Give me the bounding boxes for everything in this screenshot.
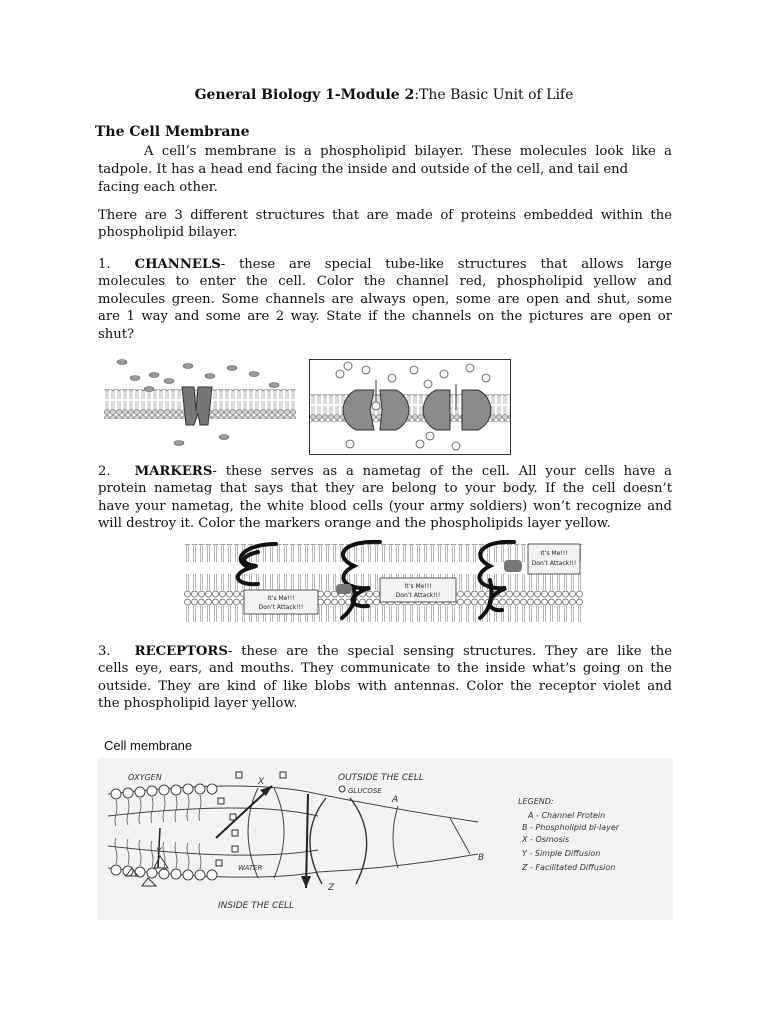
title-bold: General Biology 1-Module 2	[194, 87, 415, 103]
receptors-line-2: cells eye, ears, and mouths. They communicate to the inside what’s going on the	[98, 661, 672, 676]
markers-term: MARKERS	[134, 464, 213, 479]
channel-illustration-left	[104, 355, 296, 455]
legend-item-z: Z - Facilitated Diffusion	[522, 863, 616, 872]
markers-line-4: will destroy it. Color the markers orange and the phospholipids layer yellow.	[98, 516, 611, 531]
label-oxygen: OXYGEN	[128, 773, 162, 782]
legend-item-b: B - Phospholipid bi-layer	[522, 823, 620, 832]
item-number: 3.	[98, 644, 111, 659]
label-a: A	[392, 795, 399, 805]
intro-line-2: tadpole. It has a head end facing the inside and outside of the cell, and tail end	[98, 162, 629, 177]
markers-line-3: have your nametag, the white blood cells (your army soldiers) won’t recognize and	[98, 499, 672, 514]
marker-tag-2-line-1: It’s Me!!!	[404, 583, 432, 590]
label-outside: OUTSIDE THE CELL	[338, 773, 424, 783]
legend-item-a: A - Channel Protein	[528, 811, 606, 820]
markers-line-2: protein nametag that says that they are belong to your body. If the cell doesn’t	[98, 481, 672, 496]
label-glucose: GLUCOSE	[348, 787, 382, 795]
label-inside: INSIDE THE CELL	[218, 901, 295, 911]
title-rest: :The Basic Unit of Life	[414, 87, 574, 103]
legend-title: LEGEND:	[518, 797, 554, 806]
label-b: B	[478, 853, 485, 863]
marker-tag-1-line-2: Don’t Attack!!!	[258, 604, 304, 611]
label-x: X	[258, 777, 265, 787]
label-z: Z	[328, 883, 335, 893]
marker-tag-1-line-1: It’s Me!!!	[267, 595, 295, 602]
markers-line-1: 2. MARKERS- these serves as a nametag of the cell. All your cells have a	[98, 464, 672, 479]
marker-tag-3-line-2: Don’t Attack!!!	[531, 560, 577, 567]
structures-line-2: phospholipid bilayer.	[98, 225, 238, 240]
receptors-line-3: outside. They are kind of like blobs with antennas. Color the receptor violet and	[98, 679, 672, 694]
item-number: 1.	[98, 257, 111, 272]
marker-tag-2-line-2: Don’t Attack!!!	[395, 592, 441, 599]
legend-item-x: X - Osmosis	[522, 835, 570, 844]
channels-line-1: 1. CHANNELS- these are special tube-like structures that allows large	[98, 257, 672, 272]
channel-illustration-right	[309, 359, 511, 455]
receptors-line-4: the phospholipid layer yellow.	[98, 696, 298, 711]
markers-illustration	[184, 538, 583, 624]
legend-item-y: Y - Simple Diffusion	[522, 849, 601, 858]
structures-line-1: There are 3 different structures that are made of proteins embedded within the	[98, 208, 672, 223]
receptors-term: RECEPTORS	[134, 644, 228, 659]
intro-line-1: A cell’s membrane is a phospholipid bilayer. These molecules look like a	[144, 144, 672, 159]
section-heading: The Cell Membrane	[95, 124, 250, 140]
channels-line-5: shut?	[98, 327, 135, 342]
marker-tag-3-line-1: It’s Me!!!	[540, 550, 568, 557]
channels-line-3: molecules green. Some channels are always open, some are open and shut, some	[98, 292, 672, 307]
channels-line-2: molecules to enter the cell. Color the channel red, phospholipid yellow and	[98, 274, 672, 289]
document-title	[0, 87, 768, 103]
channels-term: CHANNELS	[134, 257, 221, 272]
label-y: Y	[156, 847, 162, 857]
cell-membrane-diagram	[98, 758, 673, 920]
diagram-caption: Cell membrane	[104, 738, 193, 753]
channels-line-4: are 1 way and some are 2 way. State if the channels on the pictures are open or	[98, 309, 672, 324]
label-water: WATER	[238, 864, 263, 872]
item-number: 2.	[98, 464, 111, 479]
intro-line-3: facing each other.	[98, 180, 218, 195]
receptors-line-1: 3. RECEPTORS- these are the special sensing structures. They are like the	[98, 644, 672, 659]
